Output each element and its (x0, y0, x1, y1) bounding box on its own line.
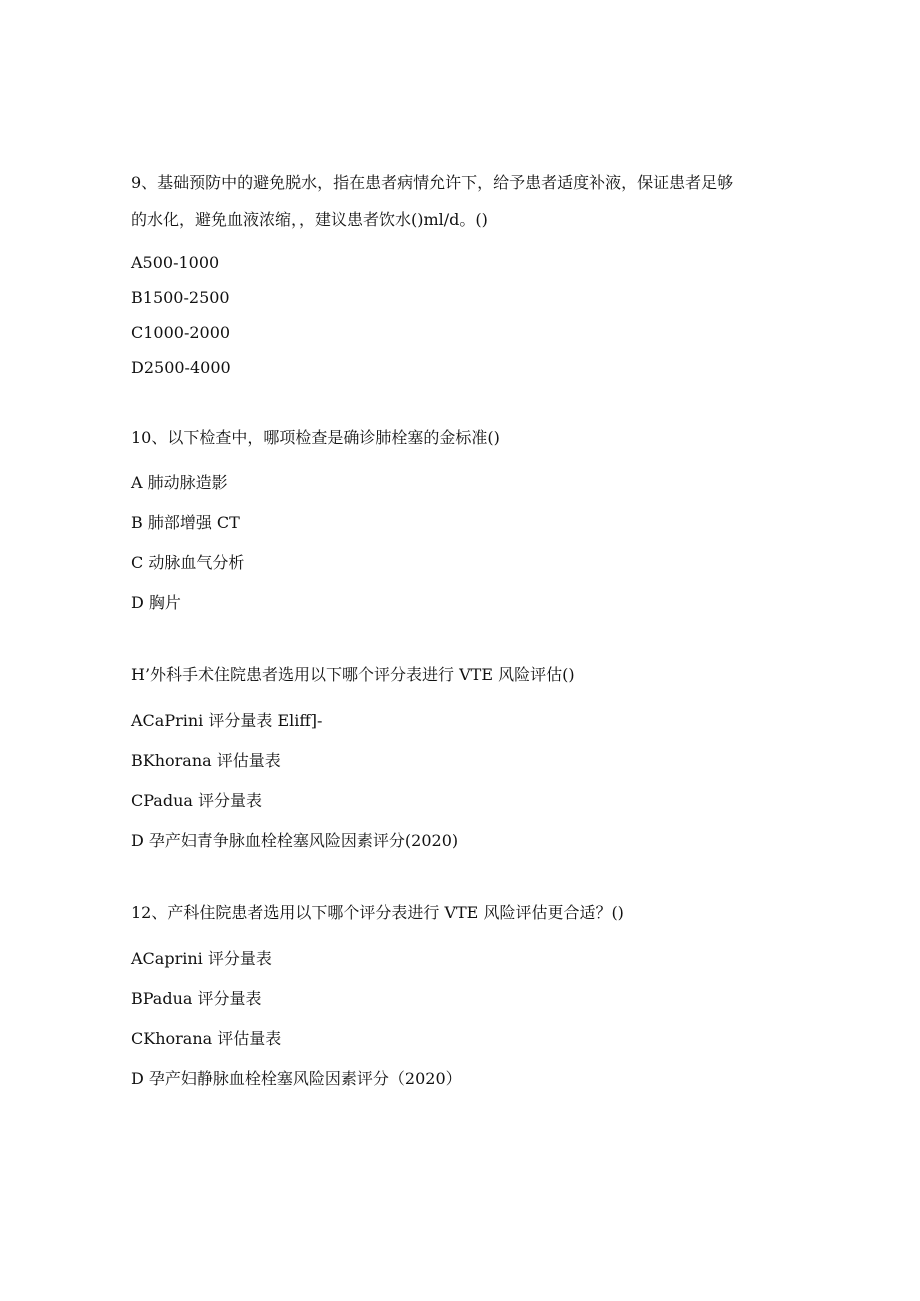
question-11-option-b: BKhorana 评估量表 (131, 751, 281, 770)
question-9-stem-line-1: 9、基础预防中的避免脱水，指在患者病情允许下，给予患者适度补液，保证患者足够 (131, 173, 734, 192)
question-10-option-c: C 动脉血气分析 (131, 553, 245, 572)
question-9-option-d: D2500-4000 (131, 358, 231, 377)
question-11-stem: H’外科手术住院患者选用以下哪个评分表进行 VTE 风险评估() (131, 665, 575, 684)
question-12-stem: 12、产科住院患者选用以下哪个评分表进行 VTE 风险评估更合适？() (131, 903, 624, 922)
question-10-option-a: A 肺动脉造影 (131, 473, 228, 492)
question-12-option-b: BPadua 评分量表 (131, 989, 262, 1008)
question-12-option-c: CKhorana 评估量表 (131, 1029, 282, 1048)
question-11-option-c: CPadua 评分量表 (131, 791, 263, 810)
question-12-option-a: ACaprini 评分量表 (131, 949, 272, 968)
question-11-option-a: ACaPrini 评分量表 Eliff]- (131, 711, 323, 730)
question-9-stem-line-2: 的水化，避免血液浓缩，，建议患者饮水()ml/d。() (131, 210, 488, 229)
question-11-option-d: D 孕产妇青争脉血栓栓塞风险因素评分(2020) (131, 831, 459, 850)
question-9-option-b: B1500-2500 (131, 288, 230, 307)
question-10-stem: 10、以下检查中，哪项检查是确诊肺栓塞的金标准() (131, 428, 500, 447)
question-10-option-b: B 肺部增强 CT (131, 513, 240, 532)
question-9-option-a: A500-1000 (131, 253, 220, 272)
question-9-option-c: C1000-2000 (131, 323, 231, 342)
question-12-option-d: D 孕产妇静脉血栓栓塞风险因素评分（2020） (131, 1069, 462, 1088)
question-10-option-d: D 胸片 (131, 593, 181, 612)
